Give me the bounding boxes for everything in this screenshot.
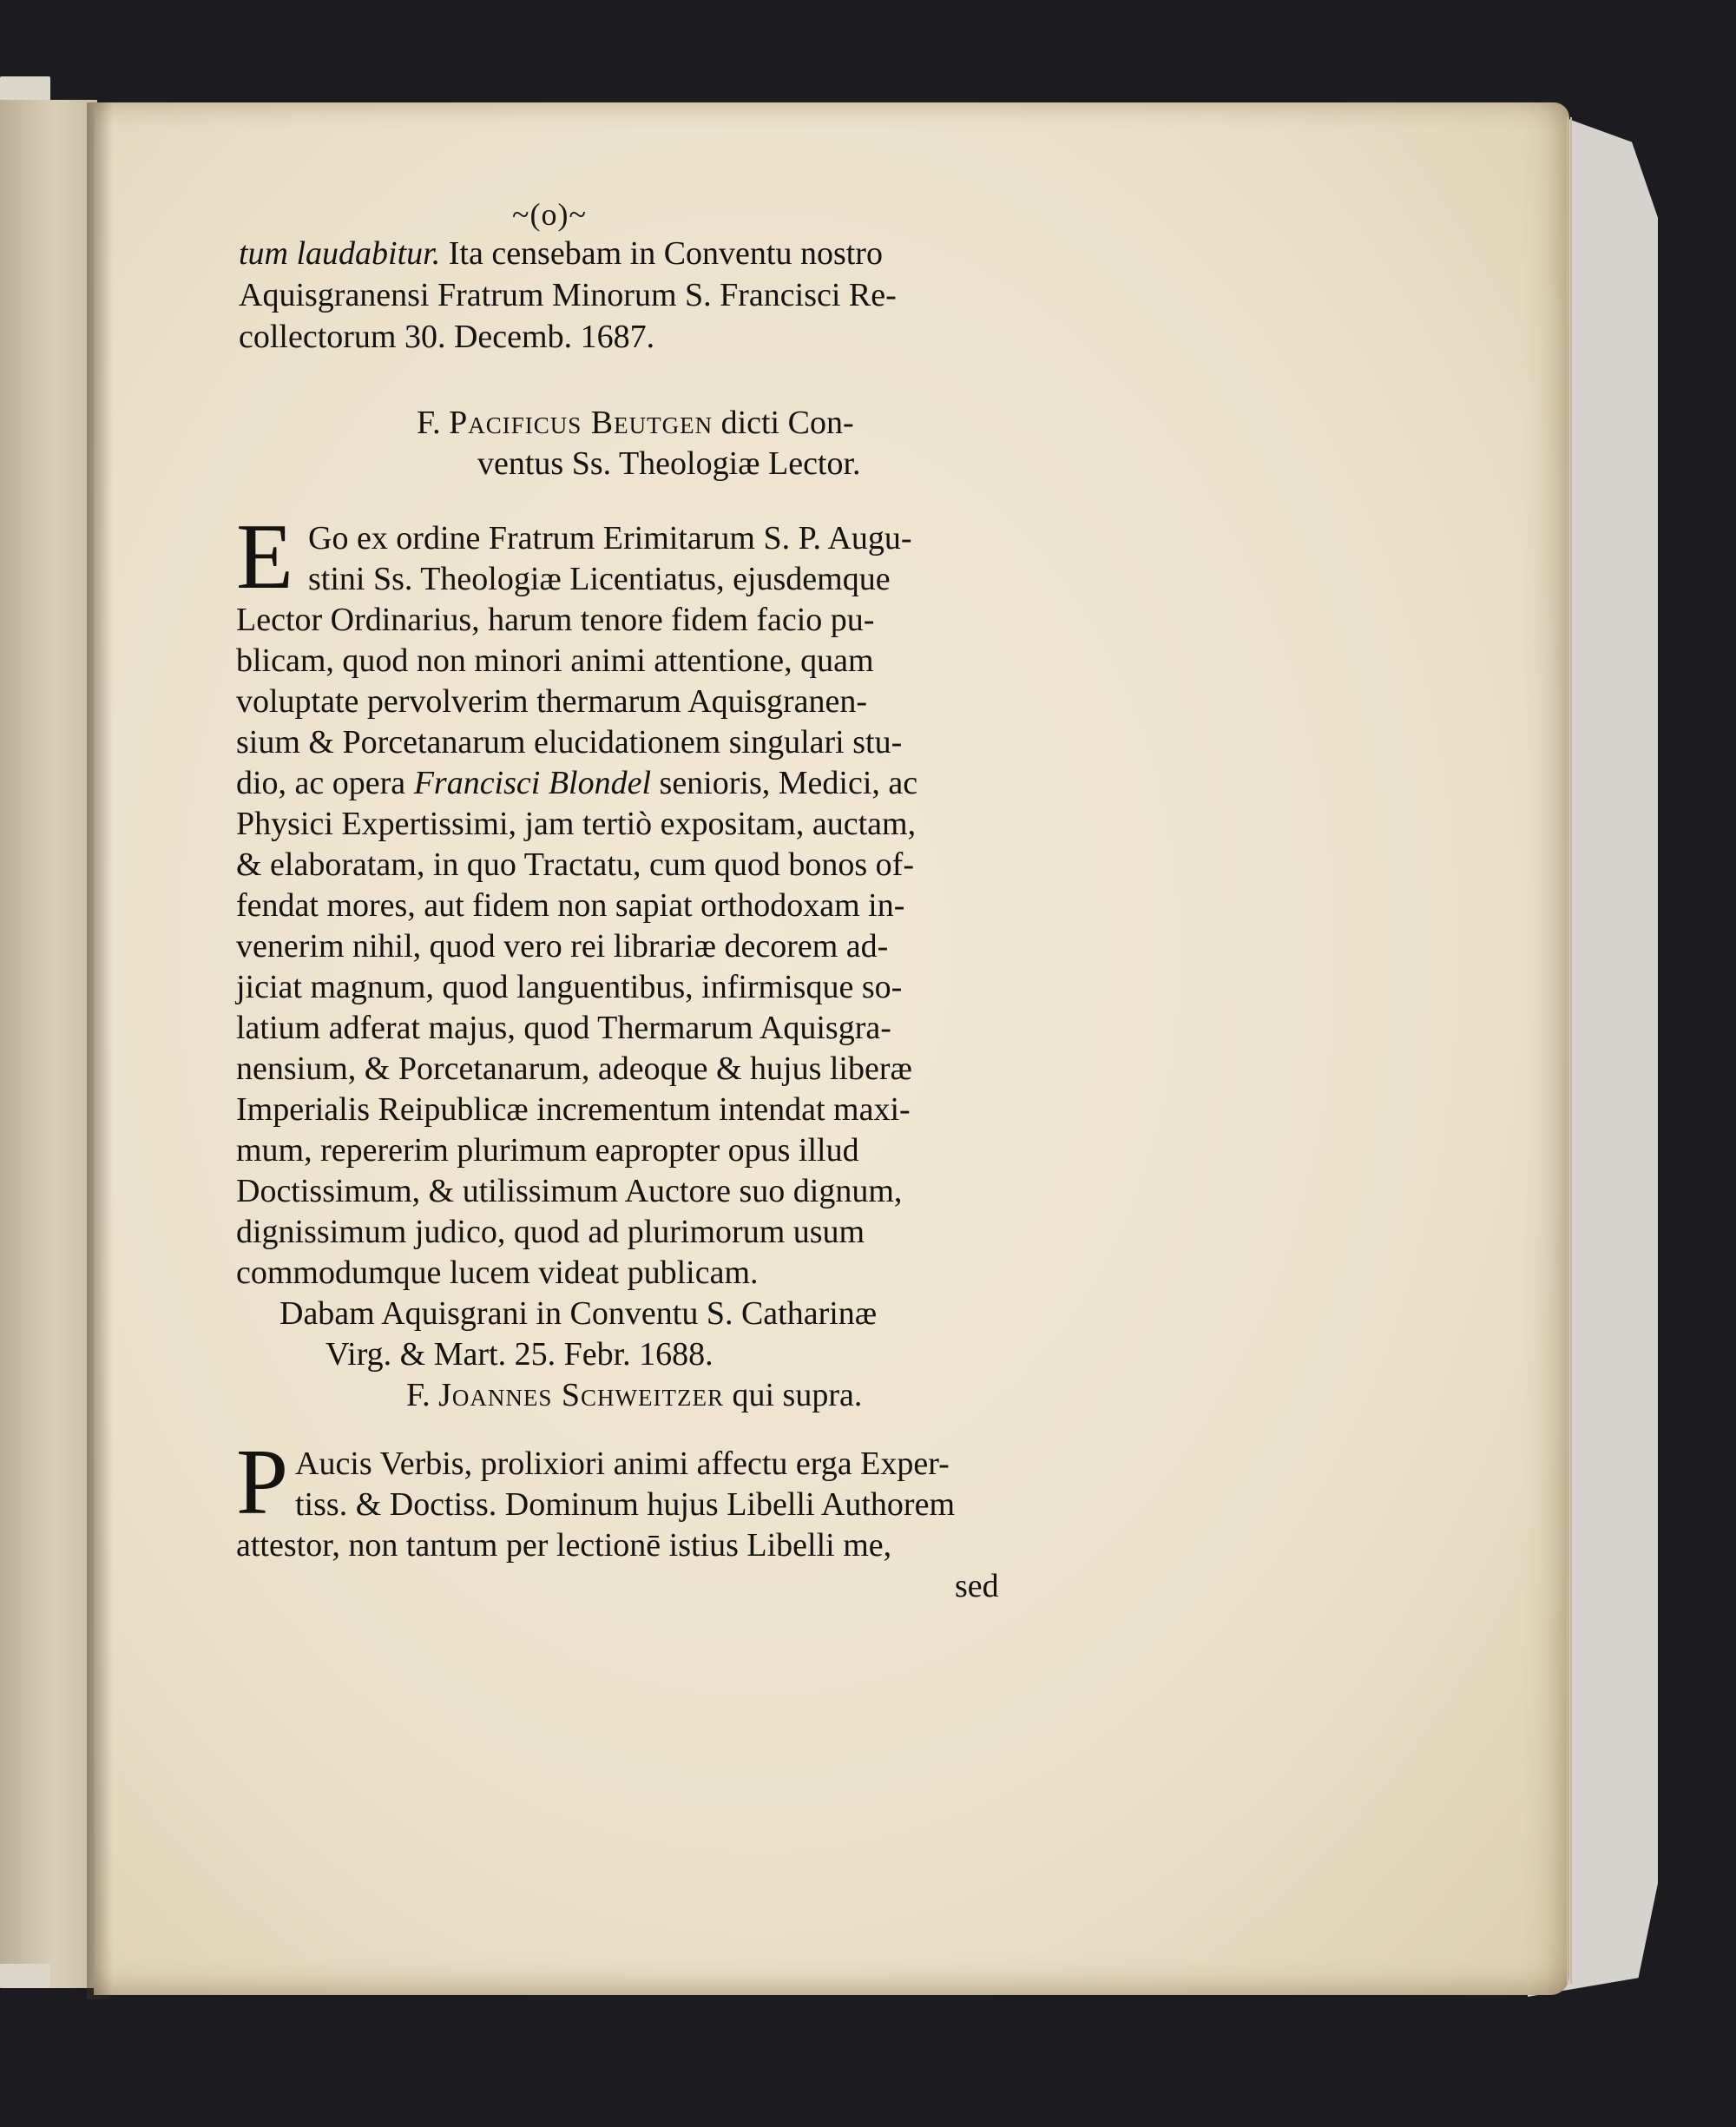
text-line: mum, repererim plurimum eapropter opus illud — [236, 1132, 859, 1169]
left-cover-tab-top — [0, 76, 50, 101]
book-gutter-shadow — [87, 102, 113, 1999]
text-line: dio, ac opera Francisci Blondel senioris, Medici, ac — [236, 765, 918, 801]
text-line: fendat mores, aut fidem non sapiat orthodoxam in- — [236, 887, 905, 924]
signature-schweitzer: F. Joannes Schweitzer qui supra. — [406, 1377, 863, 1413]
text-line: voluptate pervolverim thermarum Aquisgranen- — [236, 683, 868, 720]
text-line: nensium, & Porcetanarum, adeoque & hujus liberæ — [236, 1050, 912, 1087]
text-line: blicam, quod non minori animi attentione, quam — [236, 642, 874, 679]
left-cover-tab-bottom — [0, 1964, 50, 1988]
text-line: collectorum 30. Decemb. 1687. — [239, 319, 655, 355]
text-line: Lector Ordinarius, harum tenore fidem facio pu- — [236, 602, 875, 638]
text-line: Doctissimum, & utilissimum Auctore suo dignum, — [236, 1173, 903, 1209]
text-line: dignissimum judico, quod ad plurimorum usum — [236, 1214, 865, 1250]
book-page — [94, 102, 1569, 1995]
signature-pacificus-title: ventus Ss. Theologiæ Lector. — [477, 445, 861, 482]
dating-line: Virg. & Mart. 25. Febr. 1688. — [326, 1336, 713, 1373]
page-edge-layers — [1541, 117, 1572, 1984]
catchword: sed — [955, 1568, 999, 1604]
text-line: stini Ss. Theologiæ Licentiatus, ejusdemque — [308, 561, 891, 597]
drop-cap: E — [236, 505, 293, 609]
text-line: Imperialis Reipublicæ incrementum intendat maxi- — [236, 1091, 911, 1128]
text-line: Aucis Verbis, prolixiori animi affectu erga Exper- — [295, 1445, 950, 1482]
text-line: Physici Expertissimi, jam tertiò expositam, auctam, — [236, 806, 917, 842]
text-line: jiciat magnum, quod languentibus, infirmisque so- — [236, 969, 903, 1005]
text-line: Aquisgranensi Fratrum Minorum S. Francisci Re- — [239, 277, 897, 313]
text-line: venerim nihil, quod vero rei librariæ decorem ad- — [236, 928, 889, 965]
text-line: Go ex ordine Fratrum Erimitarum S. P. Augu- — [308, 520, 912, 556]
text-line: commodumque lucem videat publicam. — [236, 1254, 759, 1291]
text-line: attestor, non tantum per lectionē istius Libelli me, — [236, 1527, 892, 1564]
text-line: tum laudabitur. Ita censebam in Conventu nostro — [239, 235, 883, 272]
text-line: & elaboratam, in quo Tractatu, cum quod bonos of- — [236, 846, 914, 883]
page-header-ornament: ~(o)~ — [512, 197, 587, 232]
text-line: latium adferat majus, quod Thermarum Aquisgra- — [236, 1010, 891, 1046]
text-line: sium & Porcetanarum elucidationem singulari stu- — [236, 724, 903, 761]
signature-pacificus: F. Pacificus Beutgen dicti Con- — [417, 405, 854, 441]
left-page-edge — [0, 100, 97, 1988]
drop-cap: P — [236, 1431, 289, 1534]
text-line: tiss. & Doctiss. Dominum hujus Libelli Authorem — [295, 1486, 955, 1523]
dating-line: Dabam Aquisgrani in Conventu S. Catharinæ — [279, 1295, 878, 1332]
